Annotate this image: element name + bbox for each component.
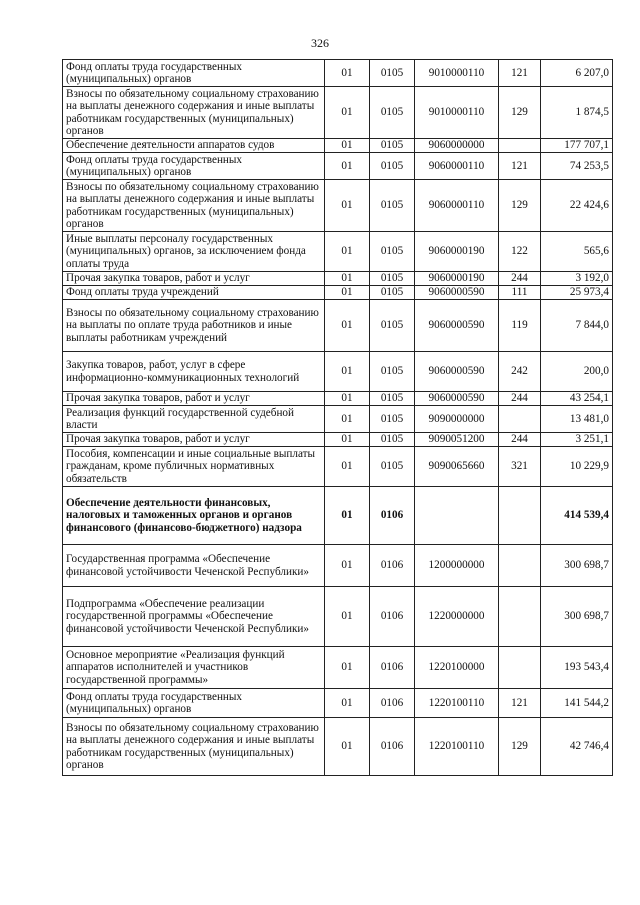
row-subsection-cell: 0106 [370,647,415,689]
row-amount-cell: 74 253,5 [541,153,613,180]
row-section-cell: 01 [325,392,370,406]
table-row [63,647,613,689]
row-section-cell: 01 [325,352,370,392]
page-number: 326 [311,36,329,50]
row-amount-cell: 200,0 [541,352,613,392]
row-expense-type-cell: 244 [499,392,541,406]
row-expense-type-cell [499,545,541,587]
row-subsection-cell: 0106 [370,587,415,647]
table-row [63,87,613,139]
table-row [63,587,613,647]
row-section-cell: 01 [325,272,370,286]
table-row [63,60,613,87]
row-amount-cell: 300 698,7 [541,545,613,587]
row-section-cell: 01 [325,60,370,87]
table-row [63,545,613,587]
row-subsection-cell: 0105 [370,87,415,139]
row-expense-type-cell: 242 [499,352,541,392]
row-section-cell: 01 [325,406,370,433]
row-expense-type-cell: 111 [499,286,541,300]
row-subsection-cell: 0105 [370,232,415,272]
row-amount-cell: 3 251,1 [541,433,613,447]
row-expense-type-cell: 244 [499,272,541,286]
row-target-article-cell: 9060000110 [415,180,499,232]
table-row [63,153,613,180]
row-amount-cell: 1 874,5 [541,87,613,139]
row-expense-type-cell [499,139,541,153]
row-subsection-cell: 0106 [370,545,415,587]
row-expense-type-cell [499,406,541,433]
table-row [63,718,613,776]
row-name-cell: Фонд оплаты труда государственных (муниципальных) органов [63,60,325,87]
row-amount-cell: 25 973,4 [541,286,613,300]
row-amount-cell: 177 707,1 [541,139,613,153]
row-section-cell: 01 [325,87,370,139]
row-target-article-cell [415,487,499,545]
row-name-cell: Фонд оплаты труда учреждений [63,286,325,300]
row-amount-cell: 22 424,6 [541,180,613,232]
row-section-cell: 01 [325,689,370,718]
row-name-cell: Реализация функций государственной судебной власти [63,406,325,433]
row-expense-type-cell: 129 [499,180,541,232]
row-amount-cell: 565,6 [541,232,613,272]
row-expense-type-cell: 119 [499,300,541,352]
row-name-cell: Государственная программа «Обеспечение финансовой устойчивости Чеченской Республики» [63,545,325,587]
row-subsection-cell: 0106 [370,718,415,776]
row-subsection-cell: 0105 [370,433,415,447]
row-subsection-cell: 0105 [370,392,415,406]
budget-table-body [63,60,613,776]
row-target-article-cell: 1220100110 [415,689,499,718]
row-section-cell: 01 [325,153,370,180]
row-expense-type-cell: 122 [499,232,541,272]
row-name-cell: Пособия, компенсации и иные социальные выплаты гражданам, кроме публичных нормативных обязательств [63,447,325,487]
row-name-cell: Обеспечение деятельности финансовых, налоговых и таможенных органов и органов финансового (финансово-бюджетного) надзора [63,487,325,545]
row-expense-type-cell [499,647,541,689]
row-expense-type-cell [499,587,541,647]
row-target-article-cell: 9090000000 [415,406,499,433]
row-target-article-cell: 9060000190 [415,272,499,286]
row-amount-cell: 10 229,9 [541,447,613,487]
row-expense-type-cell: 129 [499,87,541,139]
row-subsection-cell: 0105 [370,153,415,180]
row-target-article-cell: 1200000000 [415,545,499,587]
row-section-cell: 01 [325,139,370,153]
row-amount-cell: 3 192,0 [541,272,613,286]
table-row [63,286,613,300]
row-name-cell: Обеспечение деятельности аппаратов судов [63,139,325,153]
row-target-article-cell: 9060000190 [415,232,499,272]
row-section-cell: 01 [325,545,370,587]
row-amount-cell: 300 698,7 [541,587,613,647]
row-expense-type-cell: 121 [499,60,541,87]
row-target-article-cell: 1220000000 [415,587,499,647]
row-name-cell: Подпрограмма «Обеспечение реализации государственной программы «Обеспечение финансовой устойчивости Чеченской Республики» [63,587,325,647]
row-section-cell: 01 [325,447,370,487]
row-subsection-cell: 0105 [370,272,415,286]
row-name-cell: Прочая закупка товаров, работ и услуг [63,272,325,286]
row-expense-type-cell: 321 [499,447,541,487]
row-target-article-cell: 9060000590 [415,286,499,300]
row-target-article-cell: 9010000110 [415,60,499,87]
row-subsection-cell: 0105 [370,60,415,87]
row-expense-type-cell: 121 [499,153,541,180]
row-amount-cell: 193 543,4 [541,647,613,689]
row-subsection-cell: 0106 [370,689,415,718]
row-expense-type-cell: 244 [499,433,541,447]
row-section-cell: 01 [325,286,370,300]
row-section-cell: 01 [325,433,370,447]
row-amount-cell: 7 844,0 [541,300,613,352]
row-section-cell: 01 [325,487,370,545]
row-expense-type-cell: 129 [499,718,541,776]
row-amount-cell: 6 207,0 [541,60,613,87]
row-target-article-cell: 9060000000 [415,139,499,153]
row-section-cell: 01 [325,300,370,352]
row-name-cell: Взносы по обязательному социальному страхованию на выплаты по оплате труда работников и иные выплаты работникам учреждений [63,300,325,352]
row-name-cell: Фонд оплаты труда государственных (муниципальных) органов [63,689,325,718]
table-row [63,300,613,352]
row-name-cell: Основное мероприятие «Реализация функций аппаратов исполнителей и участников государственной программы» [63,647,325,689]
row-target-article-cell: 1220100000 [415,647,499,689]
row-name-cell: Закупка товаров, работ, услуг в сфере информационно-коммуникационных технологий [63,352,325,392]
row-subsection-cell: 0105 [370,300,415,352]
row-name-cell: Прочая закупка товаров, работ и услуг [63,392,325,406]
row-target-article-cell: 1220100110 [415,718,499,776]
row-target-article-cell: 9090051200 [415,433,499,447]
table-row [63,272,613,286]
row-amount-cell: 42 746,4 [541,718,613,776]
row-section-cell: 01 [325,180,370,232]
row-subsection-cell: 0105 [370,406,415,433]
row-expense-type-cell [499,487,541,545]
row-target-article-cell: 9090065660 [415,447,499,487]
table-row [63,392,613,406]
row-subsection-cell: 0105 [370,180,415,232]
table-row [63,406,613,433]
row-name-cell: Взносы по обязательному социальному страхованию на выплаты денежного содержания и иные выплаты работникам государственных (муниципальных) органов [63,718,325,776]
table-row [63,180,613,232]
row-section-cell: 01 [325,647,370,689]
row-subsection-cell: 0106 [370,487,415,545]
row-name-cell: Взносы по обязательному социальному страхованию на выплаты денежного содержания и иные выплаты работникам государственных (муниципальных) органов [63,87,325,139]
row-section-cell: 01 [325,718,370,776]
row-amount-cell: 414 539,4 [541,487,613,545]
row-target-article-cell: 9060000590 [415,300,499,352]
row-name-cell: Иные выплаты персоналу государственных (муниципальных) органов, за исключением фонда оплаты труда [63,232,325,272]
row-target-article-cell: 9060000110 [415,153,499,180]
row-section-cell: 01 [325,587,370,647]
row-name-cell: Фонд оплаты труда государственных (муниципальных) органов [63,153,325,180]
table-row [63,689,613,718]
row-name-cell: Взносы по обязательному социальному страхованию на выплаты денежного содержания и иные выплаты работникам государственных (муниципальных) органов [63,180,325,232]
table-row [63,487,613,545]
row-target-article-cell: 9010000110 [415,87,499,139]
row-amount-cell: 43 254,1 [541,392,613,406]
row-section-cell: 01 [325,232,370,272]
row-name-cell: Прочая закупка товаров, работ и услуг [63,433,325,447]
table-row [63,433,613,447]
row-subsection-cell: 0105 [370,139,415,153]
row-subsection-cell: 0105 [370,352,415,392]
row-target-article-cell: 9060000590 [415,352,499,392]
row-subsection-cell: 0105 [370,286,415,300]
table-row [63,352,613,392]
row-target-article-cell: 9060000590 [415,392,499,406]
table-row [63,232,613,272]
row-amount-cell: 13 481,0 [541,406,613,433]
row-amount-cell: 141 544,2 [541,689,613,718]
row-subsection-cell: 0105 [370,447,415,487]
budget-table [62,59,613,776]
table-row [63,447,613,487]
row-expense-type-cell: 121 [499,689,541,718]
table-row [63,139,613,153]
